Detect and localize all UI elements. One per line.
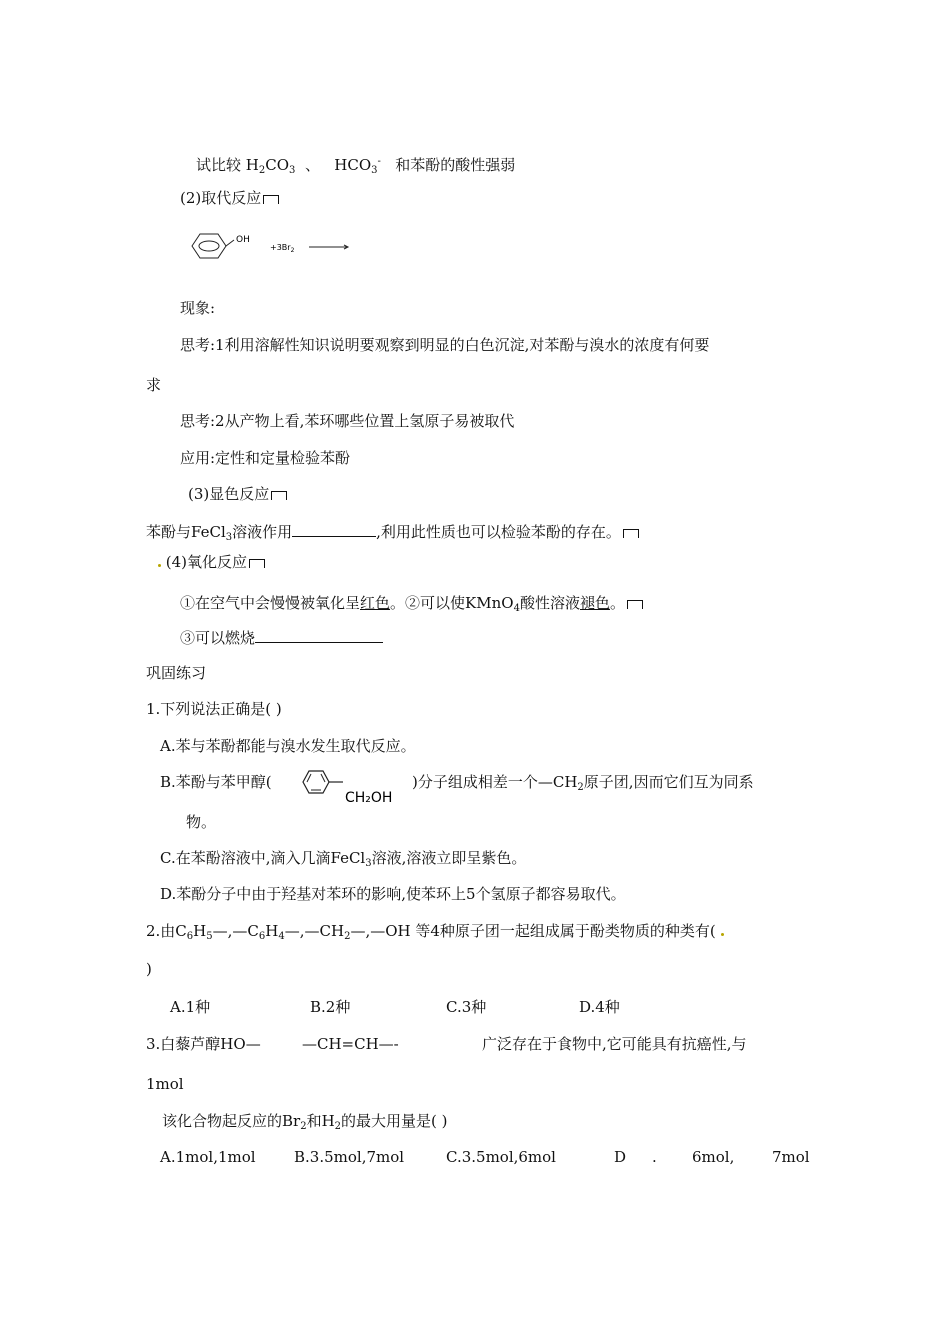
q2-stem — [146, 921, 724, 947]
q1-b-pre: B.苯酚与苯甲醇( — [160, 773, 272, 791]
q2-t4: —,—CH — [284, 922, 345, 940]
sec4-title-text: (4)氧化反应 — [165, 553, 248, 571]
ch2oh-label: CH₂OH — [345, 790, 393, 806]
oxid-b: 。②可以使 — [390, 594, 466, 612]
q2-t1: H — [193, 922, 207, 940]
sec2-title-text: (2)取代反应 — [180, 189, 262, 207]
oxid-c: 酸性溶液 — [519, 594, 580, 612]
q2-t2: —,—C — [212, 922, 259, 940]
q2-option-d[interactable]: D.4种 — [579, 998, 620, 1016]
edit-mark-icon — [271, 491, 287, 500]
q3-stem-b: —CH=CH—- — [302, 1035, 399, 1053]
hco3-sub: 3 — [371, 165, 378, 176]
q1-option-b-cont: 物。 — [186, 813, 217, 831]
fecl3-formula: FeCl — [191, 523, 226, 541]
edit-mark-icon — [249, 559, 265, 568]
q2-t3: H — [265, 922, 279, 940]
oxid-red: 红色 — [360, 594, 391, 612]
q1-option-b — [160, 772, 272, 792]
q1-option-c — [160, 848, 526, 874]
oh-bond — [226, 240, 234, 246]
acid-compare-suffix: 和苯酚的酸性强弱 — [395, 156, 516, 174]
section-oxidation-title — [158, 552, 265, 572]
acid-compare-line — [196, 152, 515, 181]
fecl3-mid: 溶液作用 — [232, 523, 293, 541]
q3-option-d-val1: 6mol, — [692, 1148, 735, 1166]
q1-c-pre: C.在苯酚溶液中,滴入几滴 — [160, 849, 331, 867]
q1-option-d: D.苯酚分子中由于羟基对苯环的影响,使苯环上5个氢原子都容易取代。 — [160, 885, 626, 903]
practice-title: 巩固练习 — [146, 664, 207, 682]
dot-mark-icon — [721, 933, 724, 936]
oxid-d: 。 — [609, 594, 625, 612]
q2-t5: —,—OH 等4种原子团一起组成属于酚类物质的种类有( — [350, 922, 716, 940]
fecl3-sub: 3 — [225, 532, 233, 543]
h2co3-co: CO — [265, 156, 290, 174]
burn-answer-blank[interactable] — [255, 626, 383, 643]
double-bond-2 — [321, 774, 325, 782]
q3-stem-a: 3.白藜芦醇HO— — [146, 1035, 261, 1053]
fecl3-after: ,利用此性质也可以检验苯酚的存在。 — [376, 523, 621, 541]
q1-b-post2: 原子团,因而它们互为同系 — [583, 773, 754, 791]
q1-option-a: A.苯与苯酚都能与溴水发生取代反应。 — [160, 737, 416, 755]
sec3-title-text: (3)显色反应 — [188, 485, 270, 503]
q3-ask-c: 的最大用量是( ) — [341, 1112, 448, 1130]
apply-line: 应用:定性和定量检验苯酚 — [180, 449, 351, 467]
q3-option-d-dot: . — [652, 1148, 657, 1166]
q2-option-a[interactable]: A.1种 — [170, 998, 211, 1016]
q1-c-fe-sub: 3 — [365, 858, 372, 869]
phenomenon-label: 现象: — [180, 299, 216, 317]
q3-ask-sub1: 2 — [300, 1121, 307, 1132]
fecl3-answer-blank[interactable] — [292, 520, 376, 537]
h2co3-sub: 2 — [258, 165, 266, 176]
reagent-label: $+3Br_2$ — [270, 243, 295, 254]
think1-text: 思考:1利用溶解性知识说明要观察到明显的白色沉淀,对苯酚与溴水的浓度有何要 — [180, 336, 710, 354]
section-color-reaction-title — [188, 484, 287, 504]
q2-stem-1: 2.由C — [146, 922, 187, 940]
oxid-a: ①在空气中会慢慢被氧化呈 — [180, 594, 361, 612]
q1-c-post: 溶液,溶液立即呈紫色。 — [371, 849, 527, 867]
burn-text: ③可以燃烧 — [180, 629, 256, 647]
think2-line: 思考:2从产物上看,苯环哪些位置上氢原子易被取代 — [180, 412, 515, 430]
benzene-inner-ring — [199, 241, 219, 251]
q3-ask-a: 该化合物起反应的Br — [162, 1112, 301, 1130]
hco3: HCO — [334, 156, 372, 174]
q2-sub-5: 2 — [344, 931, 351, 942]
section-substitution-title — [180, 188, 279, 208]
q3-option-c[interactable]: C.3.5mol,6mol — [446, 1148, 556, 1166]
q2-option-b[interactable]: B.2种 — [310, 998, 351, 1016]
kmno4: KMnO — [465, 594, 514, 612]
oh-label: OH — [236, 235, 250, 245]
fecl3-before: 苯酚与 — [146, 523, 192, 541]
q1-stem: 1.下列说法正确是( ) — [146, 700, 282, 718]
q2-sub-1: 6 — [186, 931, 194, 942]
q2-cont: ) — [146, 960, 152, 978]
q3-option-d-val2: 7mol — [772, 1148, 810, 1166]
q3-option-a[interactable]: A.1mol,1mol — [160, 1148, 256, 1166]
q3-option-d-letter[interactable]: D — [614, 1148, 627, 1166]
benzyl-alcohol-structure — [299, 766, 411, 808]
oxid-fade: 褪色 — [579, 594, 610, 612]
edit-mark-icon — [627, 600, 643, 609]
fecl3-line — [146, 520, 639, 548]
phenol-bromine-equation — [184, 228, 354, 264]
q2-sub-2: 5 — [206, 931, 213, 942]
q1-b-post: )分子组成相差一个—CH — [412, 773, 578, 791]
edit-mark-icon — [623, 529, 639, 538]
q3-cont: 1mol — [146, 1075, 184, 1093]
acid-compare-prefix: 试比较 — [196, 156, 242, 174]
q3-stem-c: 广泛存在于食物中,它可能具有抗癌性,与 — [482, 1035, 747, 1053]
q1-b-sub: 2 — [577, 782, 584, 793]
benzene-ring-icon — [192, 234, 226, 258]
q2-option-c[interactable]: C.3种 — [446, 998, 487, 1016]
q3-option-b[interactable]: B.3.5mol,7mol — [294, 1148, 405, 1166]
think1-cont: 求 — [146, 376, 162, 394]
q1-option-b-rest — [412, 772, 754, 798]
kmno4-sub: 4 — [513, 603, 520, 614]
q1-c-fe: FeCl — [330, 849, 366, 867]
q3-ask-b: 和H — [306, 1112, 335, 1130]
q2-sub-3: 6 — [258, 931, 266, 942]
double-bond-1 — [307, 774, 311, 782]
q3-ask — [162, 1111, 448, 1137]
edit-mark-icon — [263, 195, 279, 204]
q3-ask-sub2: 2 — [334, 1121, 342, 1132]
h2co3-h: H — [245, 156, 259, 174]
h2co3-sub2: 3 — [289, 165, 296, 176]
q2-sub-4: 4 — [278, 931, 285, 942]
think1-line — [180, 335, 709, 355]
hco3-sup: - — [377, 156, 381, 167]
acid-compare-sep: 、 — [304, 156, 320, 174]
burn-line — [180, 626, 383, 648]
dot-mark-icon — [158, 564, 161, 567]
oxidation-line — [180, 593, 643, 619]
